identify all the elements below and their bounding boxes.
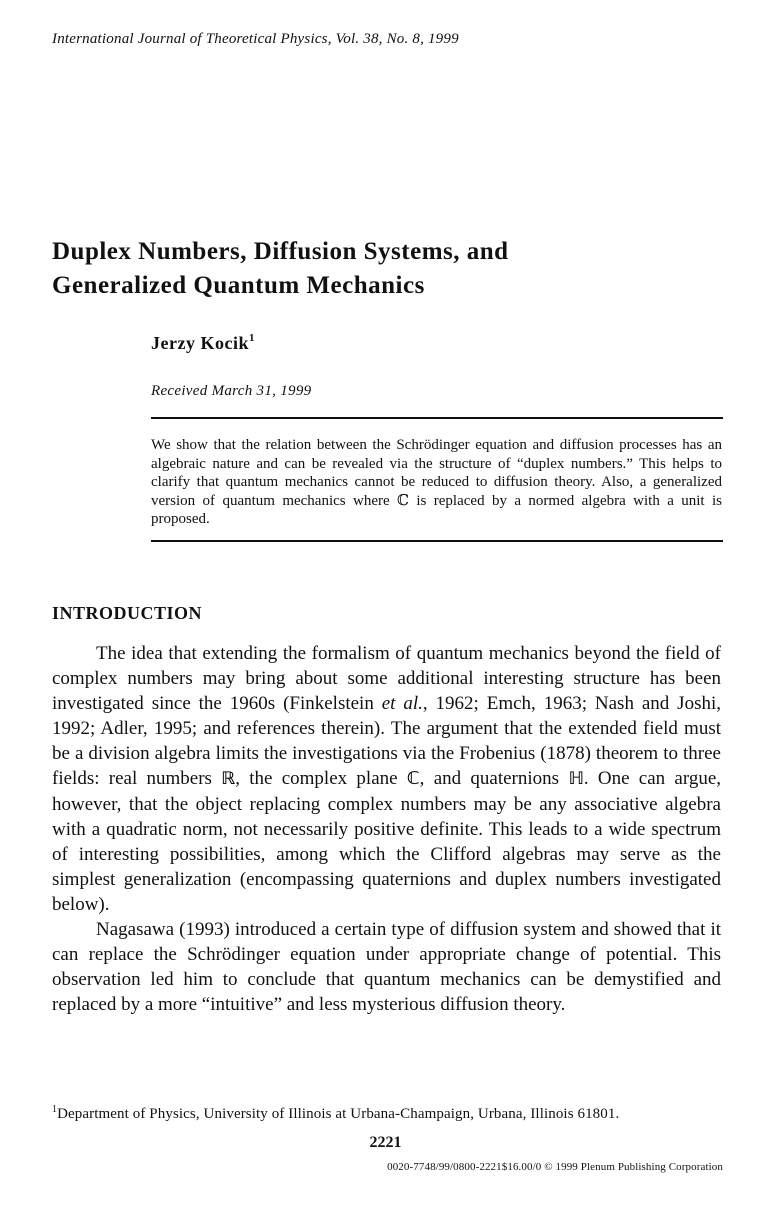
- footnote-mark: 1: [52, 1104, 58, 1115]
- paragraph-2: Nagasawa (1993) introduced a certain type of diffusion system and showed that it can replace the Schrödinger equation under appropriate change of potential. This observation led him to conclude that quantum mechanics can be demystified and replaced by a more “intuitive” and less mysterious diffusion theory.: [52, 919, 721, 1015]
- paper-title: [52, 235, 732, 303]
- footnote: [52, 1104, 732, 1123]
- p1-part-e: . One can argue, however, that the object replacing complex numbers may be any associative algebra with a quadratic norm, not necessarily positive definite. This leads to a wide spectrum of interesting possibilities, among which the Clifford algebras may serve as the simplest generalization (encompassing quaternions and duplex numbers investigated below).: [52, 768, 722, 915]
- paragraph-1: [52, 641, 721, 917]
- p1-part-a: The idea that extending the formalism of quantum mechanics beyond the field of complex numbers may bring about some additional interesting structure has been investigated since the 1960s (Finkelstein: [52, 643, 721, 714]
- complex-plane-symbol: ℂ: [406, 769, 420, 789]
- introduction-body: [52, 641, 721, 1017]
- abstract: We show that the relation between the Schrödinger equation and diffusion processes has an algebraic nature and can be revealed via the structure of “duplex numbers.” This helps to clarify that quantum mechanics cannot be reduced to diffusion theory. Also, a generalized version of quantum mechanics where ℂ is replaced by a normed algebra with a unit is proposed.: [151, 437, 722, 528]
- author-name: Jerzy Kocik: [151, 333, 249, 353]
- section-heading-introduction: INTRODUCTION: [52, 603, 203, 623]
- p1-part-d: , and quaternions: [419, 768, 569, 789]
- footnote-text: Department of Physics, University of Illinois at Urbana-Champaign, Urbana, Illinois 61801.: [57, 1106, 620, 1122]
- real-numbers-symbol: ℝ: [221, 769, 236, 789]
- p1-part-c: , the complex plane: [235, 768, 407, 789]
- title-line-2: Generalized Quantum Mechanics: [52, 272, 425, 299]
- p1-part-b: , 1962; Emch, 1963; Nash and Joshi, 1992; Adler, 1995; and references therein). The argument that the extended field must be a division algebra limits the investigations via the Frobenius (1878) theorem to three fields: real numbers: [52, 693, 721, 789]
- author-footnote-mark: 1: [248, 332, 255, 344]
- abstract-top-rule: [151, 417, 723, 419]
- author: [151, 332, 255, 354]
- received-date: Received March 31, 1999: [151, 383, 312, 399]
- journal-header: International Journal of Theoretical Physics, Vol. 38, No. 8, 1999: [52, 31, 459, 47]
- p1-et-al: et al.: [381, 693, 423, 714]
- page-number: 2221: [369, 1134, 402, 1151]
- title-line-1: Duplex Numbers, Diffusion Systems, and: [52, 238, 509, 265]
- quaternions-symbol: ℍ: [568, 769, 584, 789]
- copyright-line: 0020-7748/99/0800-2221$16.00/0 © 1999 Plenum Publishing Corporation: [387, 1161, 723, 1173]
- abstract-bottom-rule: [151, 540, 723, 542]
